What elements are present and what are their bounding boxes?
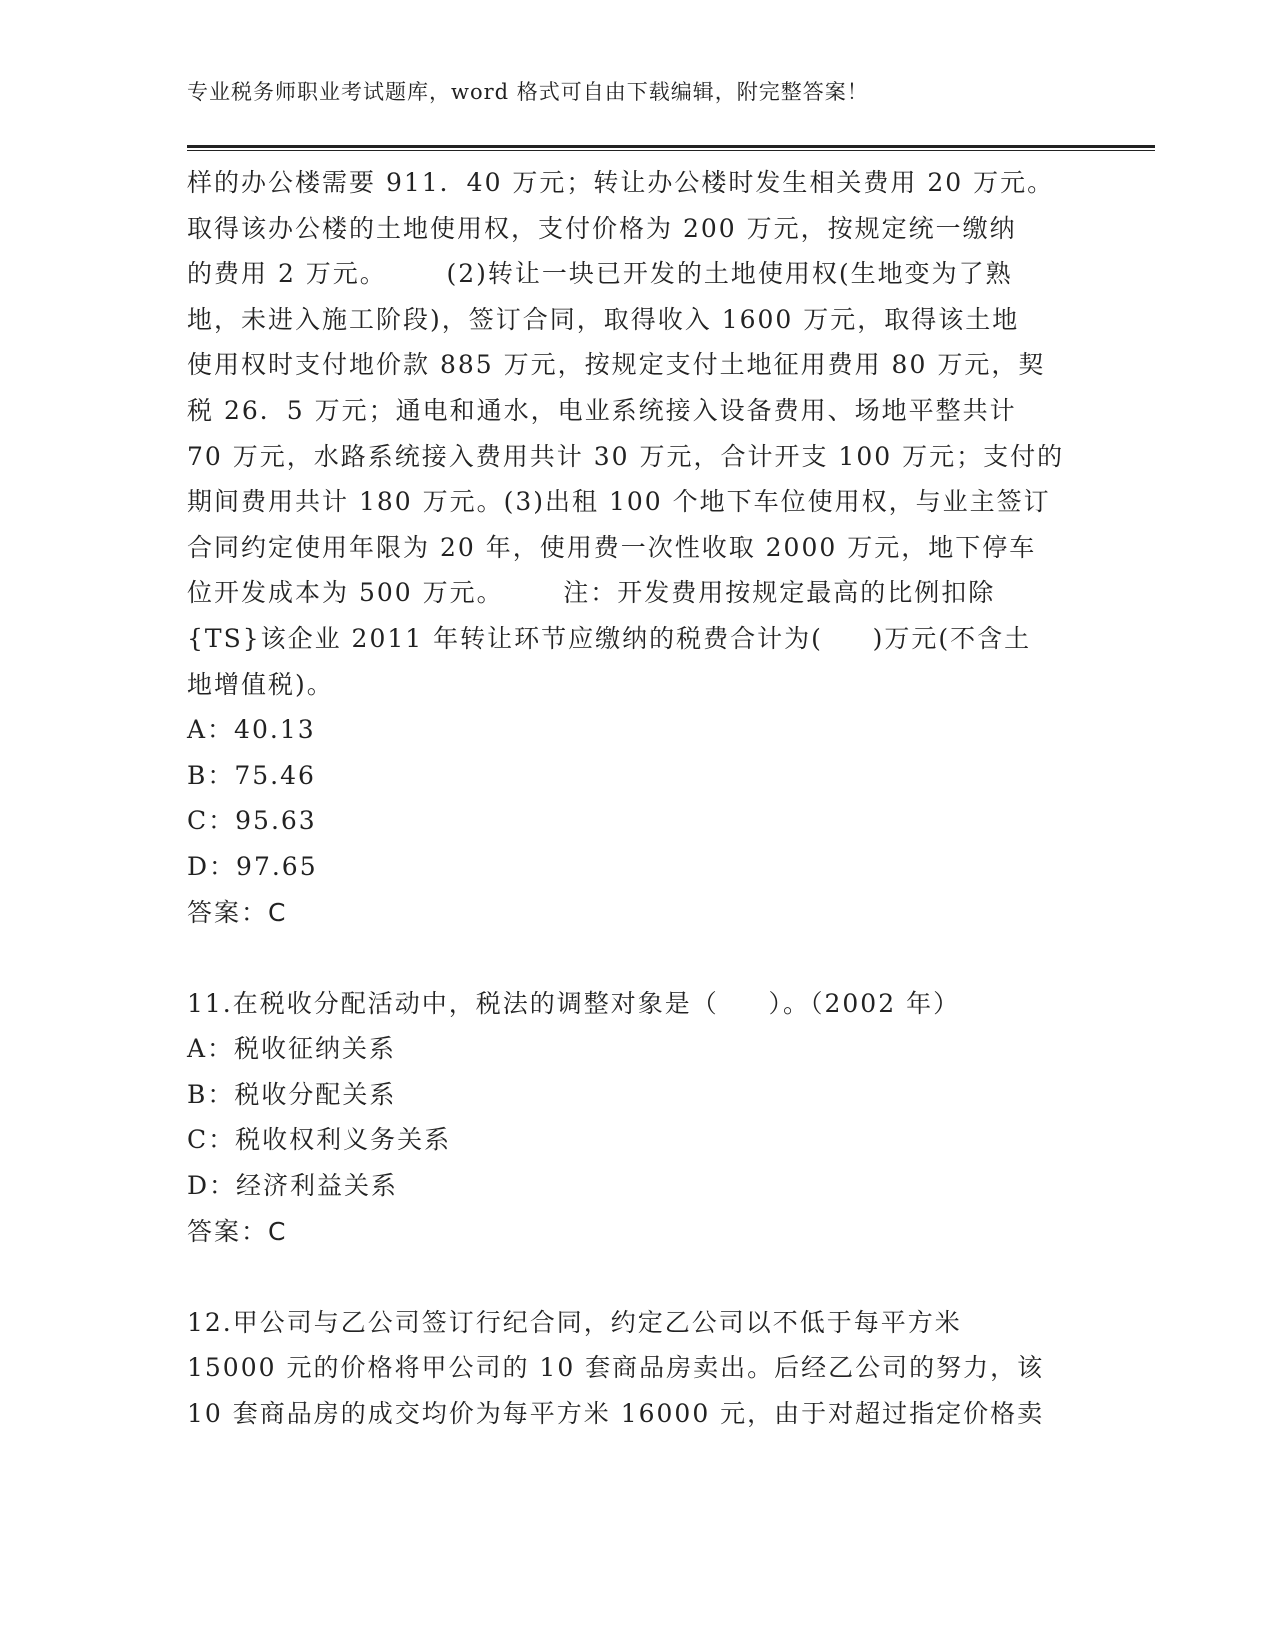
option-d: D：97.65 — [187, 851, 318, 881]
page-header: 专业税务师职业考试题库，word 格式可自由下载编辑，附完整答案！ — [187, 80, 869, 104]
question-text-line: 15000 元的价格将甲公司的 10 套商品房卖出。后经乙公司的努力，该 — [187, 1353, 1045, 1383]
document-body — [187, 160, 1087, 1437]
question-text-line: 位开发成本为 500 万元。 注：开发费用按规定最高的比例扣除 — [187, 578, 996, 608]
spacer — [187, 935, 1087, 981]
option-c: C：税收权利义务关系 — [187, 1125, 452, 1155]
question-11 — [187, 981, 1087, 1255]
answer-line: 答案：C — [187, 1216, 288, 1246]
option-d: D：经济利益关系 — [187, 1171, 399, 1201]
option-b: B：75.46 — [187, 760, 316, 790]
question-text-line: 12.甲公司与乙公司签订行纪合同，约定乙公司以不低于每平方米 — [187, 1307, 962, 1337]
question-12 — [187, 1300, 1087, 1437]
question-text-line: 期间费用共计 180 万元。(3)出租 100 个地下车位使用权，与业主签订 — [187, 487, 1051, 517]
question-text-line: 税 26．5 万元；通电和通水，电业系统接入设备费用、场地平整共计 — [187, 395, 1017, 425]
question-text-line: 70 万元，水路系统接入费用共计 30 万元，合计开支 100 万元；支付的 — [187, 441, 1065, 471]
answer-line: 答案：C — [187, 897, 288, 927]
header-divider-thick — [187, 145, 1155, 148]
option-a: A：税收征纳关系 — [187, 1034, 397, 1064]
question-text-line: 地，未进入施工阶段)，签订合同，取得收入 1600 万元，取得该土地 — [187, 304, 1020, 334]
question-text-line: 使用权时支付地价款 885 万元，按规定支付土地征用费用 80 万元，契 — [187, 350, 1046, 380]
option-a: A：40.13 — [187, 715, 316, 745]
question-text-line: 10 套商品房的成交均价为每平方米 16000 元，由于对超过指定价格卖 — [187, 1399, 1045, 1429]
question-10 — [187, 160, 1087, 935]
spacer — [187, 1254, 1087, 1300]
header-divider-thin — [187, 150, 1155, 151]
option-b: B：税收分配关系 — [187, 1079, 397, 1109]
question-text-line: {TS}该企业 2011 年转让环节应缴纳的税费合计为( )万元(不含土 — [187, 623, 1032, 653]
question-text-line: 合同约定使用年限为 20 年，使用费一次性收取 2000 万元，地下停车 — [187, 532, 1037, 562]
question-text-line: 地增值税)。 — [187, 669, 334, 699]
question-text-line: 取得该办公楼的土地使用权，支付价格为 200 万元，按规定统一缴纳 — [187, 213, 1017, 243]
question-stem: 11.在税收分配活动中，税法的调整对象是（ ）。（2002 年） — [187, 988, 961, 1018]
option-c: C：95.63 — [187, 806, 317, 836]
question-text-line: 样的办公楼需要 911．40 万元；转让办公楼时发生相关费用 20 万元。 — [187, 168, 1055, 197]
question-text-line: 的费用 2 万元。 (2)转让一块已开发的土地使用权(生地变为了熟 — [187, 259, 1013, 289]
